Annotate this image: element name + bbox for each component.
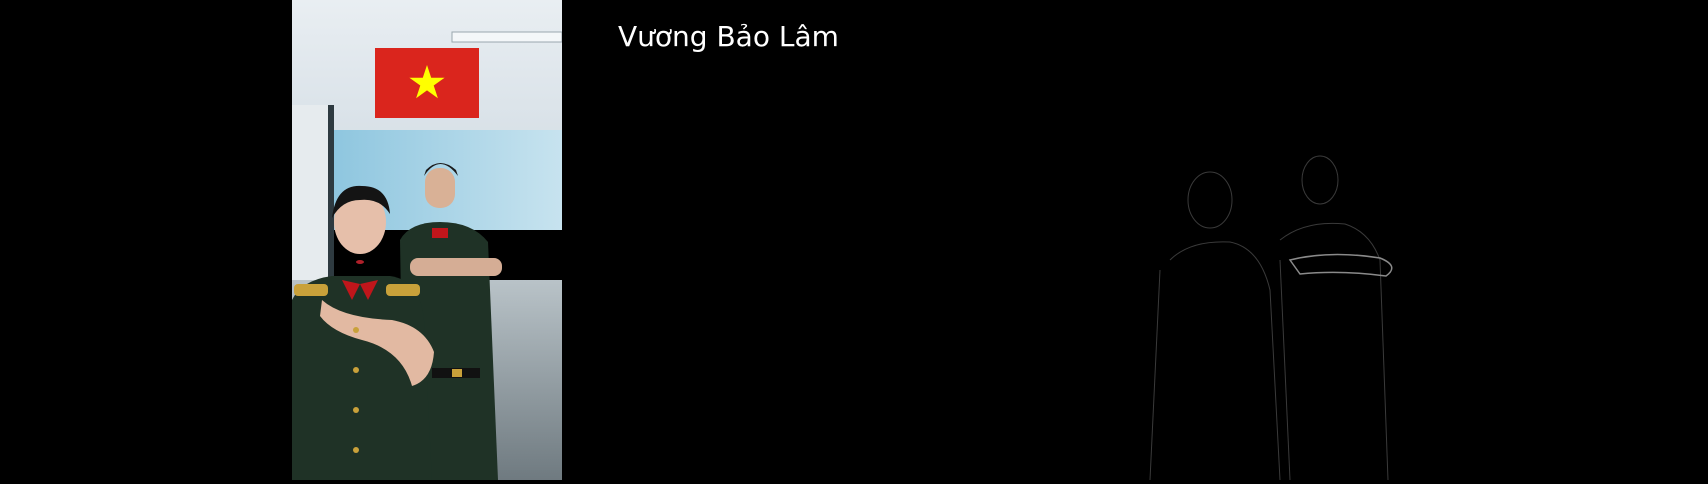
edge-detection-overlay <box>1130 150 1410 480</box>
video-still <box>292 0 562 480</box>
ghost-arm <box>1290 254 1392 276</box>
vietnam-flag-icon <box>375 48 479 118</box>
ceiling-light <box>452 32 562 42</box>
wall-edge <box>328 105 334 295</box>
speaker-caption: Vương Bảo Lâm <box>618 20 839 53</box>
ghost-figures <box>1150 156 1388 480</box>
wall-panel <box>292 105 332 295</box>
